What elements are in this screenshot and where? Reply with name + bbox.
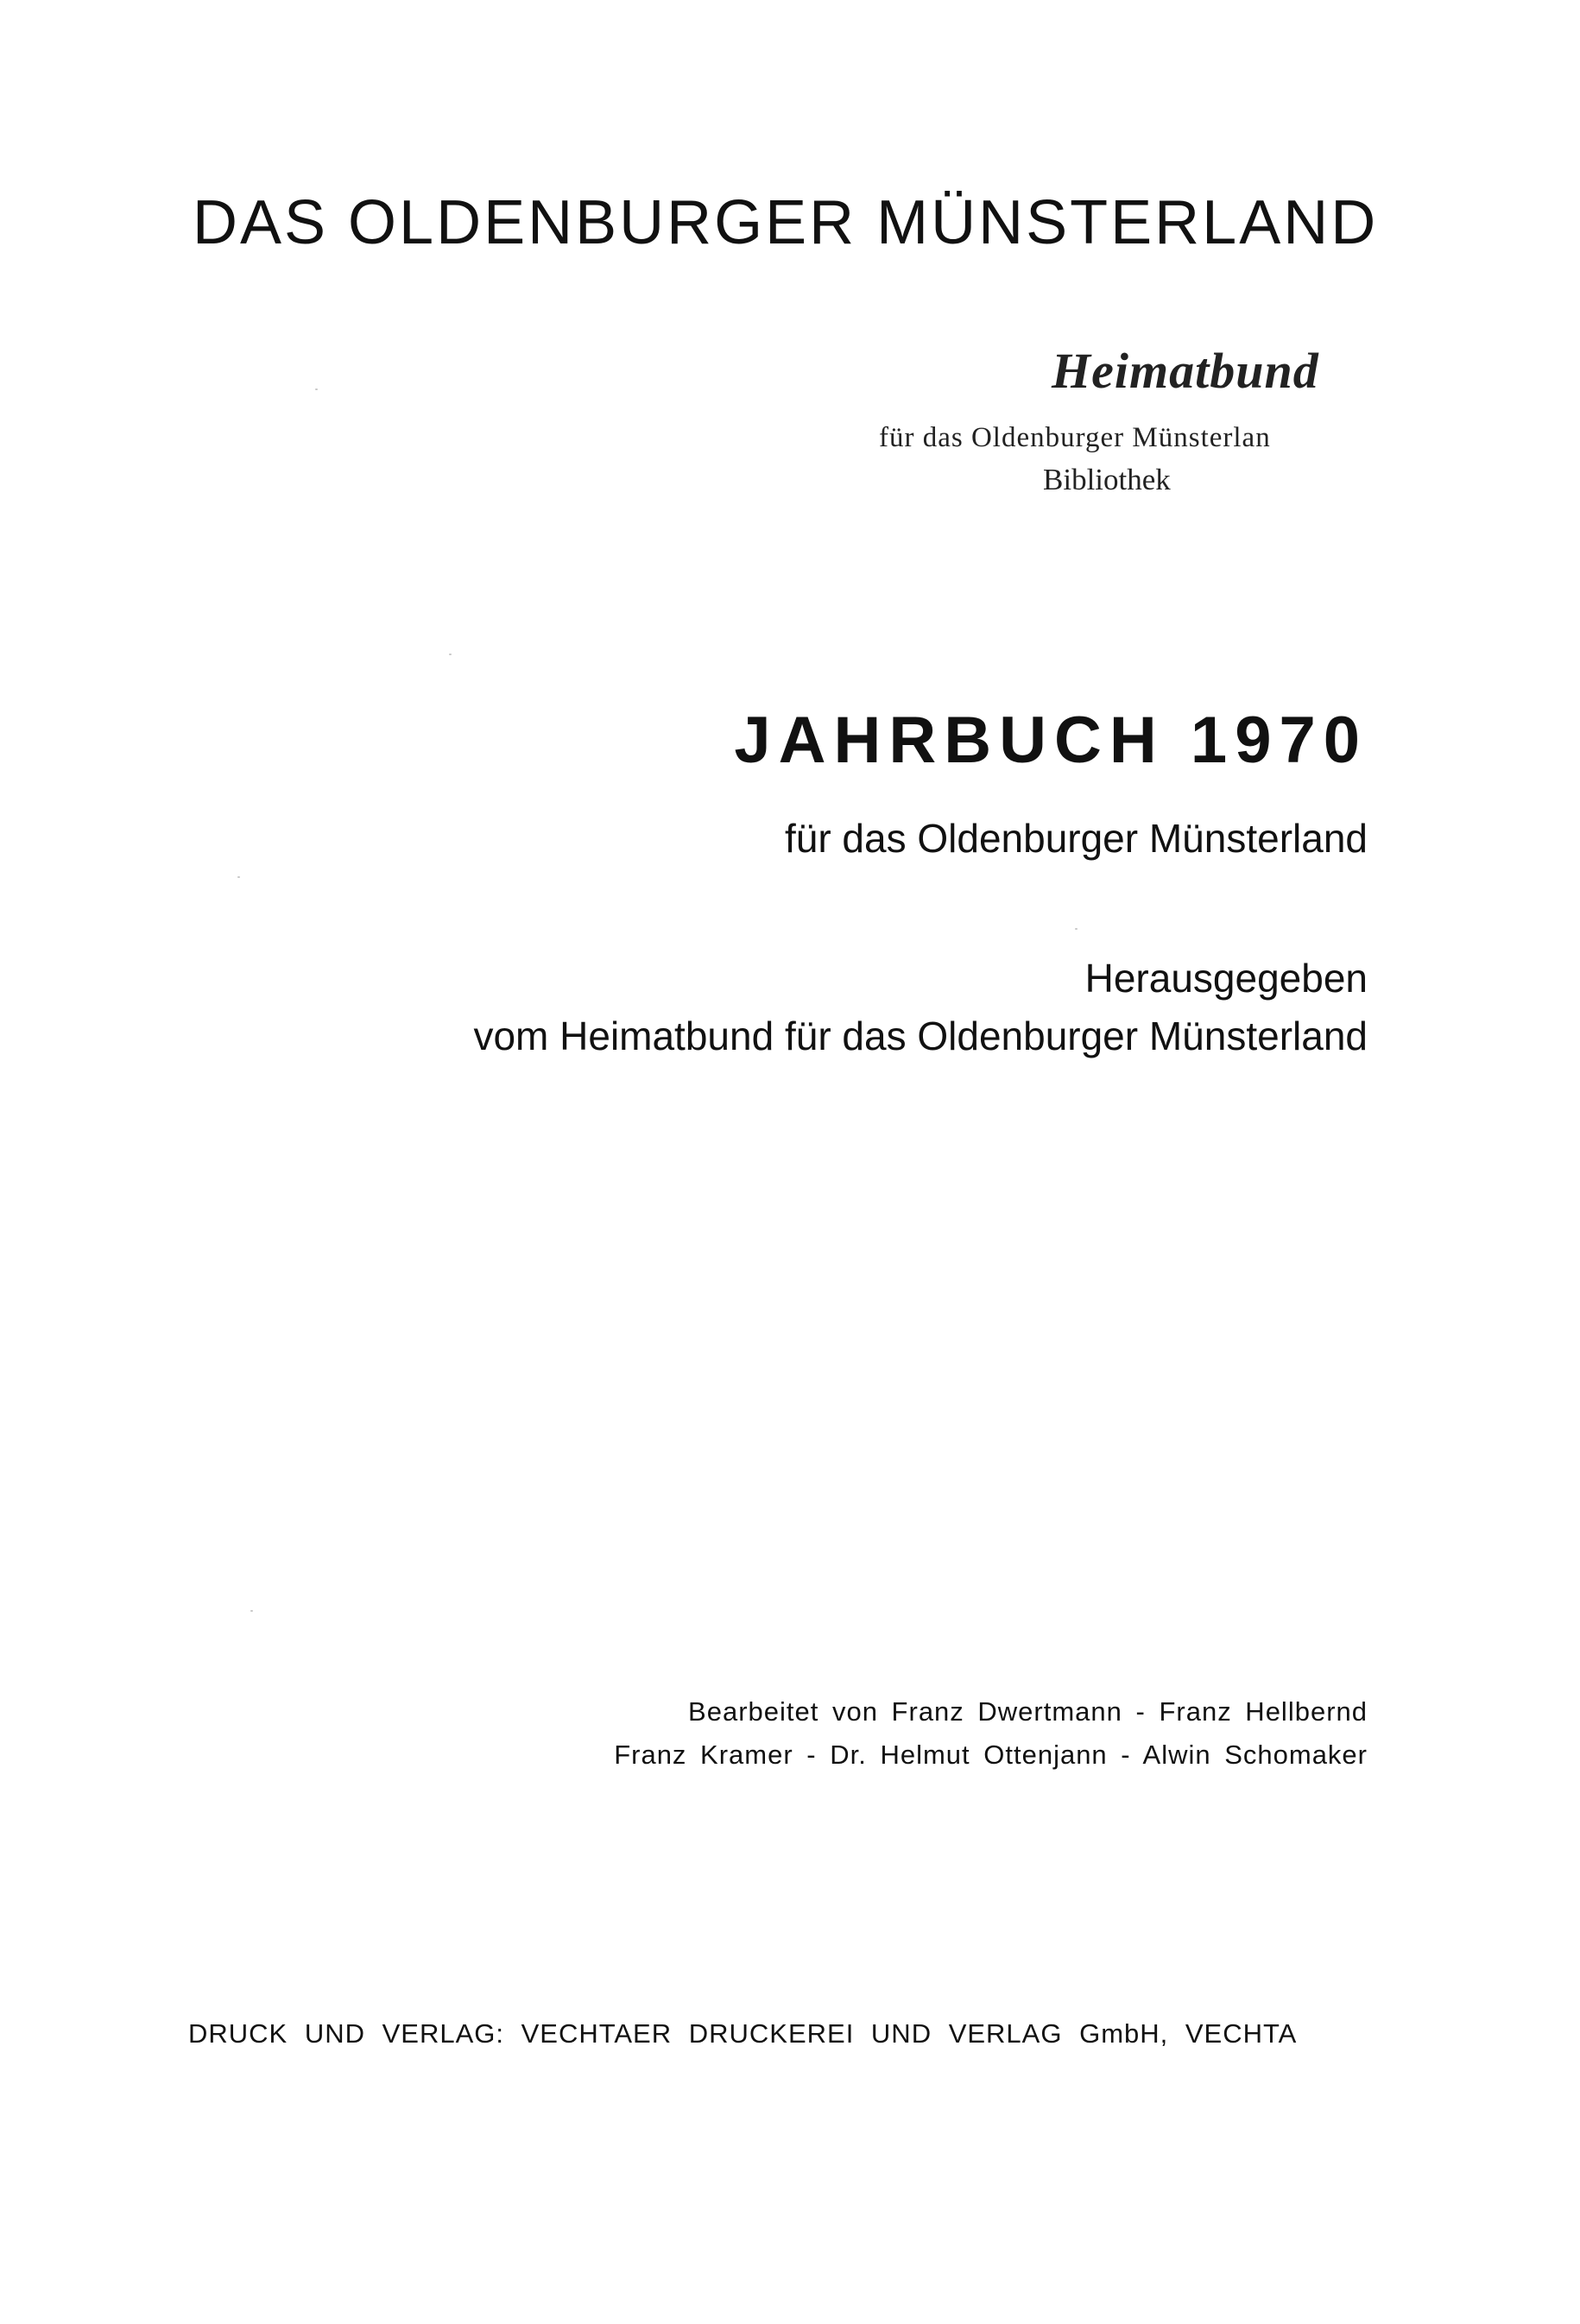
series-title: DAS OLDENBURGER MÜNSTERLAND xyxy=(193,188,1379,257)
stamp-line-organisation: Heimatbund xyxy=(1052,343,1319,399)
scan-speck xyxy=(1075,928,1078,930)
editors-credit xyxy=(614,1690,1368,1776)
stamp-line-library: Bibliothek xyxy=(1043,462,1171,496)
publisher-line-2: vom Heimatbund für das Oldenburger Münsterland xyxy=(473,1013,1368,1058)
editors-line-2: Franz Kramer - Dr. Helmut Ottenjann - Alwin Schomaker xyxy=(614,1739,1368,1770)
publisher-statement xyxy=(473,950,1368,1064)
editors-line-1: Bearbeitet von Franz Dwertmann - Franz Hellbernd xyxy=(688,1696,1368,1727)
stamp-line-region: für das Oldenburger Münsterlan xyxy=(879,421,1271,453)
scan-speck xyxy=(237,876,240,878)
yearbook-subtitle: für das Oldenburger Münsterland xyxy=(784,816,1368,861)
printer-imprint: DRUCK UND VERLAG: VECHTAER DRUCKEREI UND VERLAG GmbH, VECHTA xyxy=(188,2018,1298,2049)
scan-speck xyxy=(449,654,452,655)
yearbook-title: JAHRBUCH 1970 xyxy=(734,704,1368,777)
scan-speck xyxy=(250,1610,253,1612)
library-stamp xyxy=(879,344,1414,498)
scan-speck xyxy=(315,388,318,390)
publisher-line-1: Herausgegeben xyxy=(1084,956,1368,1001)
